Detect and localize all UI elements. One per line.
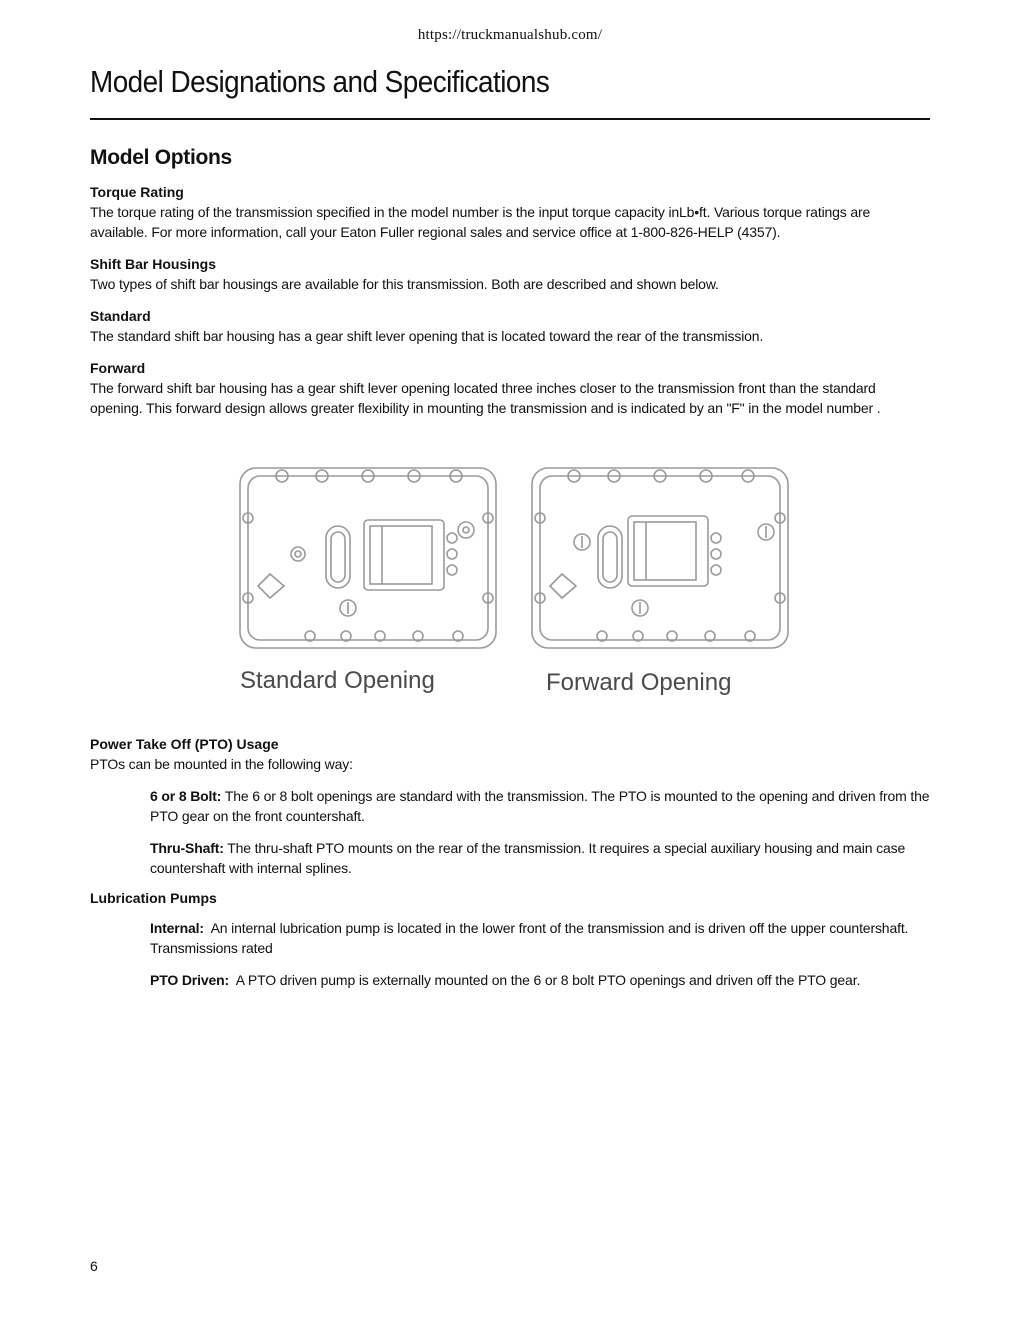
- pto-and-lubrication-section: [90, 734, 930, 1002]
- standard-opening-caption: Standard Opening: [240, 667, 435, 694]
- pto-item-text: The thru-shaft PTO mounts on the rear of the transmission. It requires a special auxiliary housing and main case countershaft with internal splines.: [150, 840, 906, 876]
- lubrication-item-internal: [150, 918, 930, 958]
- paragraph-pto-intro: PTOs can be mounted in the following way:: [90, 756, 353, 772]
- paragraph-standard: The standard shift bar housing has a gear shift lever opening that is located toward the rear of the transmission.: [90, 328, 764, 344]
- subheading-torque-rating: Torque Rating: [90, 184, 184, 200]
- lubrication-item-label: Internal:: [150, 920, 204, 936]
- subheading-lubrication-pumps: Lubrication Pumps: [90, 890, 217, 906]
- standard-opening-housing-drawing: [240, 468, 496, 648]
- pto-item-text: The 6 or 8 bolt openings are standard with the transmission. The PTO is mounted to the opening and driven from the PTO gear on the front countershaft.: [150, 788, 930, 824]
- page-number: 6: [90, 1258, 98, 1274]
- lubrication-item-pto-driven: [150, 970, 930, 990]
- page-title: Model Designations and Specifications: [90, 64, 550, 99]
- lubrication-item-label: PTO Driven:: [150, 972, 230, 988]
- title-divider: [90, 118, 930, 120]
- pto-item-label: Thru-Shaft:: [150, 840, 224, 856]
- lubrication-item-text: An internal lubrication pump is located in the lower front of the transmission and is driven off the upper countershaft. Transmissions rated: [150, 920, 912, 956]
- paragraph-torque-rating: The torque rating of the transmission specified in the model number is the input torque capacity inLb•ft. Various torque ratings are available. For more information, call your Eaton Fuller regional sales and service office at 1-800-826-HELP (4357).: [90, 204, 871, 240]
- paragraph-forward: The forward shift bar housing has a gear shift lever opening located three inches closer to the transmission front than the standard opening. This forward design allows greater flexibility in mounting the transmission and is indicated by an "F" in the model number .: [90, 380, 881, 416]
- paragraph-shift-bar-housings: Two types of shift bar housings are available for this transmission. Both are described and shown below.: [90, 276, 719, 292]
- shift-bar-housing-figure: [230, 458, 800, 708]
- forward-opening-caption: Forward Opening: [546, 669, 732, 696]
- header-url: https://truckmanualshub.com/: [417, 27, 603, 43]
- pto-item-label: 6 or 8 Bolt:: [150, 788, 222, 804]
- forward-opening-housing-drawing: [532, 468, 788, 648]
- subheading-shift-bar-housings: Shift Bar Housings: [90, 256, 217, 272]
- model-options-section: [90, 144, 930, 430]
- housing-diagrams: [230, 458, 800, 708]
- subheading-forward: Forward: [90, 360, 146, 376]
- pto-item-6-or-8-bolt: [150, 786, 930, 826]
- subheading-pto-usage: Power Take Off (PTO) Usage: [90, 736, 279, 752]
- lubrication-item-text: A PTO driven pump is externally mounted on the 6 or 8 bolt PTO openings and driven off the PTO gear.: [229, 972, 861, 988]
- spacer: [90, 908, 930, 918]
- pto-item-thru-shaft: [150, 838, 930, 878]
- section-heading-model-options: Model Options: [90, 146, 232, 169]
- subheading-standard: Standard: [90, 308, 151, 324]
